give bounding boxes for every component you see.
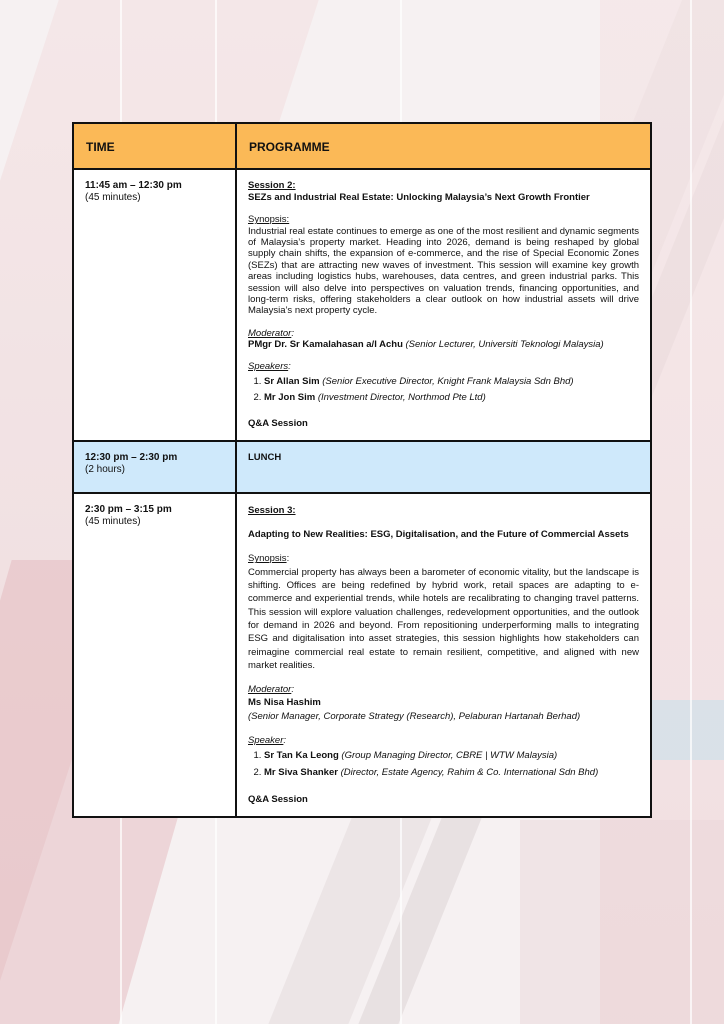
time-range: 12:30 pm – 2:30 pm [85,451,178,463]
moderator-label: Moderator [248,327,292,339]
time-duration: (2 hours) [85,463,126,475]
list-item [264,749,639,762]
table-row [73,169,651,440]
moderator-name: Ms Nisa Hashim [248,697,321,709]
list-item [264,766,639,779]
programme-cell: Session 3: Adapting to New Realities: ESG, Digitalisation, and the Future of Commercial Assets Synopsis: Commercial property has always been a barometer of economic vitality, but the landscape is shifting. Offices are being redefined by hybrid work, retail spaces are adapting to e-commerce and experiential trends, while hotels are recalibrating to changing travel patterns. This session will explore valuation challenges, redevelopment opportunities, and the outlook for demand in 2026 and beyond. From repositioning underperforming malls to integrating ESG and digitalisation into asset strategies, this session highlights how stakeholders can reimagine commercial real estate to remain resilient, competitive, and aligned with new market realities. Moderator: Ms Nisa Hashim (Senior Manager, Corporate Strategy (Research), Pelaburan Hartanah Berhad) Speaker: 1. Sr Tan Ka Leong (Group Managing Director, CBRE | WTW Malaysia) 2. Mr Siva Shanker (Director, Estate Agency, Rahim & Co. International Sdn Bhd) Q&A Session [236,493,651,817]
speakers-label: Speaker [248,735,284,746]
header-time: TIME [73,123,236,169]
speaker-name: Sr Tan Ka Leong [264,750,339,762]
list-item [264,375,639,388]
header-programme: PROGRAMME [236,123,651,169]
speaker-list [248,749,639,779]
speaker-name: Mr Siva Shanker [264,766,338,778]
programme-cell: Session 2: SEZs and Industrial Real Estate: Unlocking Malaysia’s Next Growth Frontier Synopsis: Industrial real estate continues to emerge as one of the most resilient and dynamic segments of Malaysia’s property market. Heading into 2026, demand is being reshaped by global supply chain shifts, the expansion of e-commerce, and the rise of Special Economic Zones (SEZs) that are attracting new waves of investment. This session will examine key growth areas including logistics hubs, warehouses, data centres, and green industrial parks. This session will also delve into perspectives on valuation trends, financing opportunities, and long-term risks, offering stakeholders a clear outlook on how industrial assets will drive Malaysia’s next property cycle. Moderator: PMgr Dr. Sr Kamalahasan a/l Achu (Senior Lecturer, Universiti Teknologi Malaysia) Speakers: 1. Sr Allan Sim (Senior Executive Director, Knight Frank Malaysia Sdn Bhd) 2. Mr Jon Sim (Investment Director, Northmod Pte Ltd) Q&A Session [236,169,651,440]
qa-label: Q&A Session [248,793,308,805]
session-title: SEZs and Industrial Real Estate: Unlocking Malaysia’s Next Growth Frontier [248,191,590,203]
moderator-role: (Senior Manager, Corporate Strategy (Research), Pelaburan Hartanah Berhad) [248,710,581,722]
speaker-list [248,375,639,405]
speaker-name: Sr Allan Sim [264,375,320,387]
time-range: 2:30 pm – 3:15 pm [85,503,172,515]
time-cell [73,441,236,493]
qa-label: Q&A Session [248,418,308,430]
table-row [73,493,651,817]
time-duration: (45 minutes) [85,192,141,204]
programme-cell [236,441,651,493]
lunch-label: LUNCH [248,451,282,463]
synopsis-label: Synopsis: [248,214,290,226]
speaker-role: (Investment Director, Northmod Pte Ltd) [317,392,486,404]
time-duration: (45 minutes) [85,515,141,527]
session-label: Session 2: [248,180,296,192]
speaker-role: (Group Managing Director, CBRE | WTW Malaysia) [341,750,558,762]
speaker-role: (Director, Estate Agency, Rahim & Co. International Sdn Bhd) [340,766,599,778]
synopsis-label: Synopsis [248,553,287,565]
programme-table [72,122,652,818]
time-cell [73,493,236,817]
speaker-role: (Senior Executive Director, Knight Frank Malaysia Sdn Bhd) [322,375,574,387]
list-item [264,391,639,404]
session-title: Adapting to New Realities: ESG, Digitalisation, and the Future of Commercial Assets [248,529,629,541]
table-row [73,441,651,493]
moderator-label: Moderator [248,684,292,696]
synopsis-text: Industrial real estate continues to emerge as one of the most resilient and dynamic segments of Malaysia’s property market. Heading into 2026, demand is being reshaped by global supply chain shifts, the expansion of e-commerce, and the rise of Special Economic Zones (SEZs) that are attracting new waves of investment. This session will examine key growth areas including logistics hubs, warehouses, data centres, and green industrial parks. This session will also delve into perspectives on valuation trends, financing opportunities, and long-term risks, offering stakeholders a clear outlook on how industrial assets will drive Malaysia’s next property cycle. [248,225,639,317]
moderator-name: PMgr Dr. Sr Kamalahasan a/l Achu [248,339,403,351]
time-range: 11:45 am – 12:30 pm [85,180,182,192]
synopsis-text: Commercial property has always been a barometer of economic vitality, but the landscape is shifting. Offices are being redefined by hybrid work, retail spaces are adapting to e-commerce and experiential trends, while hotels are recalibrating to changing travel patterns. This session will explore valuation challenges, redevelopment opportunities, and the outlook for demand in 2026 and beyond. From repositioning underperforming malls to integrating ESG and digitalisation into asset strategies, this session highlights how stakeholders can reimagine commercial real estate to remain resilient, competitive, and aligned with new market realities. [248,566,639,671]
session-label: Session 3: [248,504,296,516]
table-header-row [73,123,651,169]
time-cell [73,169,236,440]
speakers-label: Speakers [248,361,289,373]
moderator-role: (Senior Lecturer, Universiti Teknologi Malaysia) [405,339,604,351]
speaker-name: Mr Jon Sim [264,392,316,404]
